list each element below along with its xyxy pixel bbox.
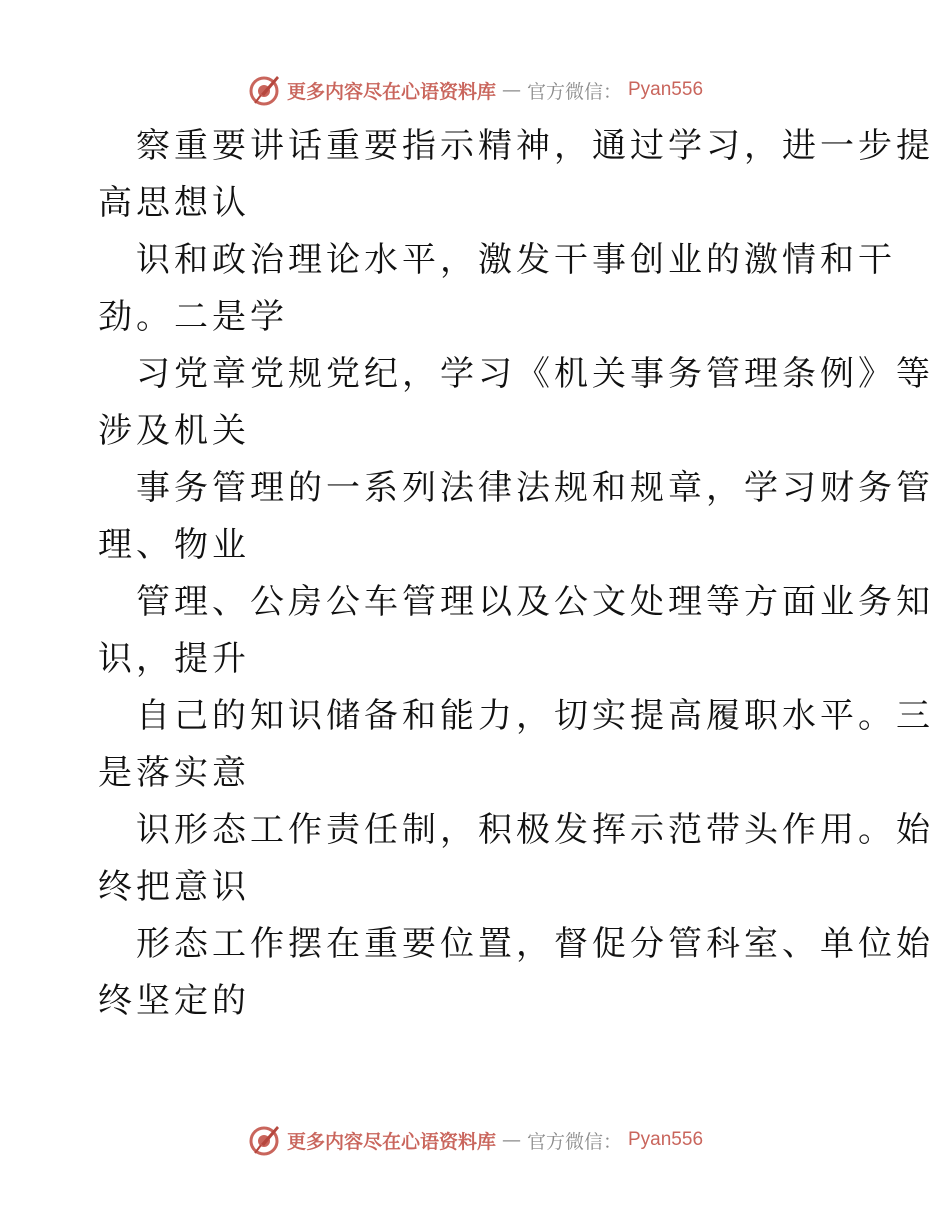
watermark-separator: — <box>501 1129 521 1151</box>
watermark-main-text: 更多内容尽在心语资料库 <box>286 1130 496 1153</box>
text-line: 事务管理的一系列法律法规和规章，学习财务管 <box>136 468 934 508</box>
text-line: 管理、公房公车管理以及公文处理等方面业务知 <box>136 582 934 622</box>
quill-logo-icon <box>247 1123 281 1157</box>
text-line: 察重要讲话重要指示精神，通过学习，进一步提 <box>136 126 934 166</box>
watermark-sub-text: 官方微信： <box>526 80 622 103</box>
text-line: 劲。二是学 <box>98 297 288 337</box>
text-line: 识和政治理论水平，激发干事创业的激情和干 <box>136 240 896 280</box>
quill-logo-icon <box>247 73 281 107</box>
text-line: 自己的知识储备和能力，切实提高履职水平。三 <box>136 696 934 736</box>
watermark-main-text: 更多内容尽在心语资料库 <box>286 80 496 103</box>
watermark-wechat-id: Pyan556 <box>628 79 704 100</box>
text-line: 形态工作摆在重要位置，督促分管科室、单位始 <box>136 924 934 964</box>
header-watermark <box>0 70 950 110</box>
text-line: 是落实意 <box>98 753 250 793</box>
text-line: 识，提升 <box>98 639 250 679</box>
text-line: 习党章党规党纪，学习《机关事务管理条例》等 <box>136 354 934 394</box>
text-line: 高思想认 <box>98 183 250 223</box>
footer-watermark <box>0 1120 950 1160</box>
text-line: 识形态工作责任制，积极发挥示范带头作用。始 <box>136 810 934 850</box>
watermark-wechat-id: Pyan556 <box>628 1129 704 1150</box>
watermark-separator: — <box>501 79 521 101</box>
text-line: 涉及机关 <box>98 411 250 451</box>
text-line: 终坚定的 <box>98 981 250 1021</box>
text-line: 理、物业 <box>98 525 250 565</box>
document-body <box>98 118 934 1030</box>
watermark-sub-text: 官方微信： <box>526 1130 622 1153</box>
text-line: 终把意识 <box>98 867 250 907</box>
